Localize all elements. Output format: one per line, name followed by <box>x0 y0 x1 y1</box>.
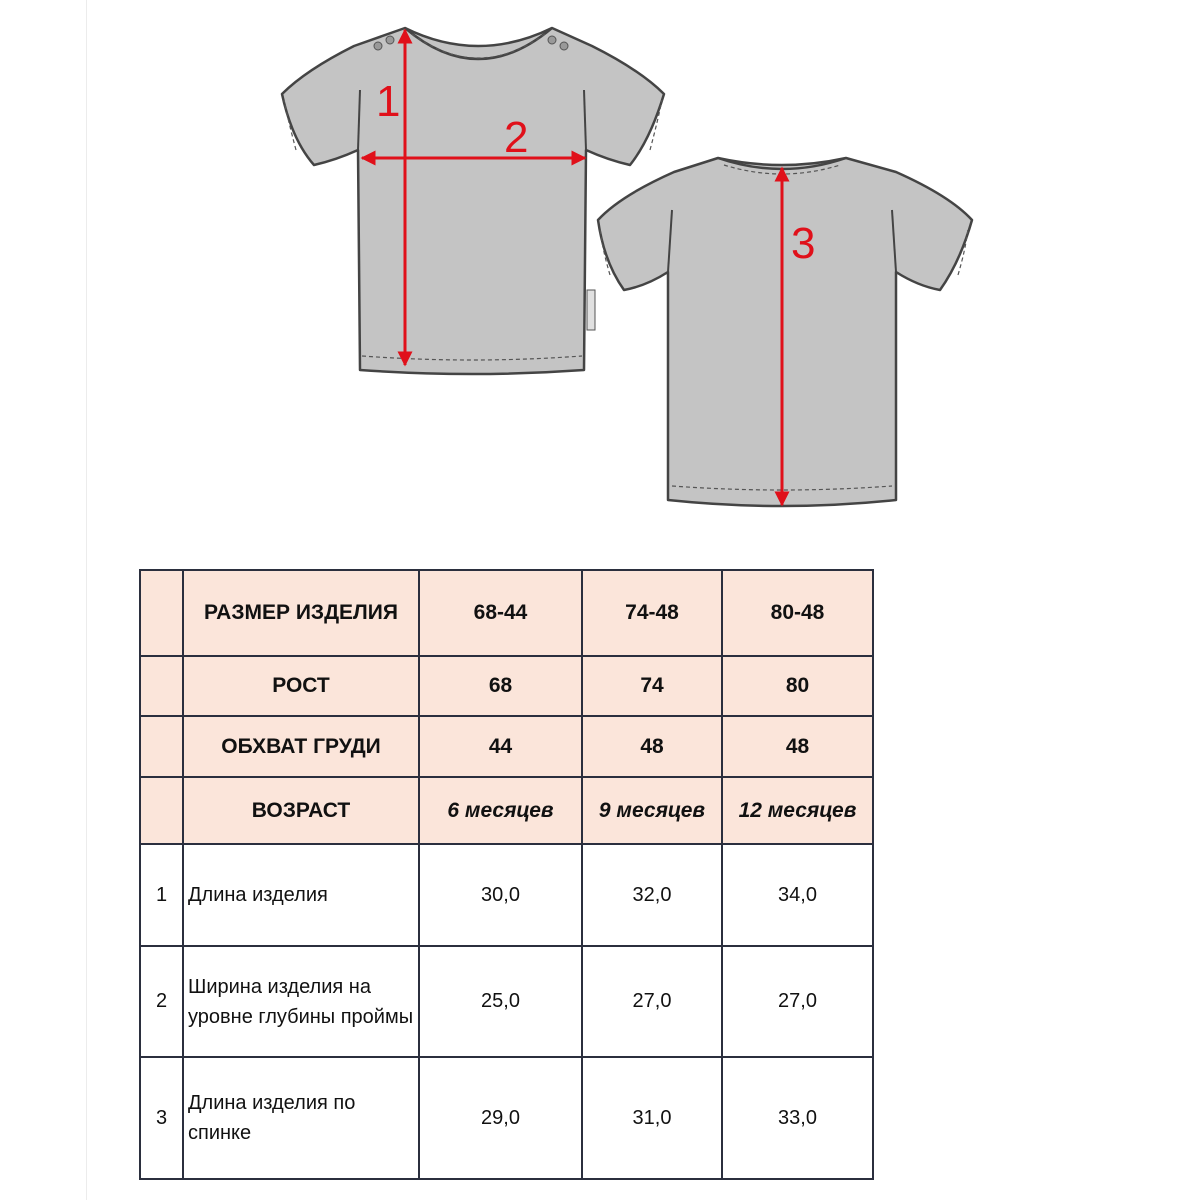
header-label: РОСТ <box>183 656 419 716</box>
row-index: 3 <box>140 1057 183 1179</box>
tshirt-illustration <box>0 0 1200 560</box>
row-value: 29,0 <box>419 1057 582 1179</box>
measure-label-3: 3 <box>791 219 816 268</box>
header-value: 48 <box>582 716 722 777</box>
measure-label-1: 1 <box>376 77 401 126</box>
row-value: 27,0 <box>722 946 873 1057</box>
row-value: 31,0 <box>582 1057 722 1179</box>
row-value: 30,0 <box>419 844 582 946</box>
header-value: 6 месяцев <box>419 777 582 844</box>
table-row <box>140 1057 873 1179</box>
header-index-cell <box>140 570 183 656</box>
row-value: 25,0 <box>419 946 582 1057</box>
row-value: 33,0 <box>722 1057 873 1179</box>
header-value: 68 <box>419 656 582 716</box>
row-index: 1 <box>140 844 183 946</box>
header-label: ВОЗРАСТ <box>183 777 419 844</box>
header-index-cell <box>140 656 183 716</box>
header-value: 68-44 <box>419 570 582 656</box>
tshirt-back <box>598 158 972 506</box>
header-value: 74 <box>582 656 722 716</box>
header-value: 80 <box>722 656 873 716</box>
header-value: 12 месяцев <box>722 777 873 844</box>
header-value: 9 месяцев <box>582 777 722 844</box>
row-value: 32,0 <box>582 844 722 946</box>
row-value: 27,0 <box>582 946 722 1057</box>
header-row-age <box>140 777 873 844</box>
measure-label-2: 2 <box>504 113 529 162</box>
header-value: 44 <box>419 716 582 777</box>
size-table <box>139 569 874 1180</box>
row-label: Длина изделия <box>183 844 419 946</box>
header-index-cell <box>140 777 183 844</box>
tshirt-front <box>282 28 664 374</box>
header-value: 48 <box>722 716 873 777</box>
row-index: 2 <box>140 946 183 1057</box>
row-value: 34,0 <box>722 844 873 946</box>
table-row <box>140 946 873 1057</box>
header-row-size <box>140 570 873 656</box>
header-row-height <box>140 656 873 716</box>
header-value: 80-48 <box>722 570 873 656</box>
header-index-cell <box>140 716 183 777</box>
row-label: Ширина изделия на уровне глубины проймы <box>183 946 419 1057</box>
table-row <box>140 844 873 946</box>
header-label: РАЗМЕР ИЗДЕЛИЯ <box>183 570 419 656</box>
header-label: ОБХВАТ ГРУДИ <box>183 716 419 777</box>
header-row-chest <box>140 716 873 777</box>
row-label: Длина изделия по спинке <box>183 1057 419 1179</box>
header-value: 74-48 <box>582 570 722 656</box>
